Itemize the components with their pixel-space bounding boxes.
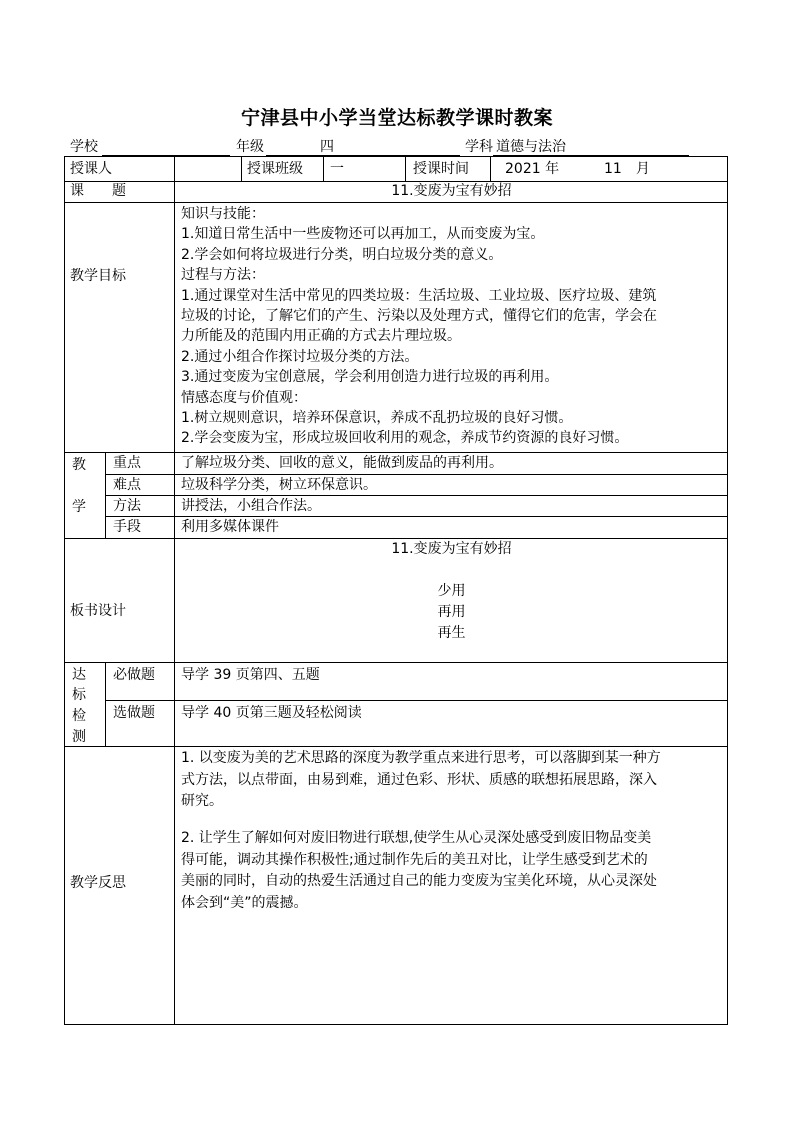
reflection-label: 教学反思 <box>70 875 126 891</box>
objective-line: 力所能及的范围内用正确的方式去片理垃圾。 <box>181 328 461 345</box>
method-value: 讲授法，小组合作法。 <box>181 498 321 514</box>
objective-line: 2.通过小组合作探讨垃圾分类的方法。 <box>181 348 419 365</box>
assessment-label-char: 测 <box>72 729 86 745</box>
reflection-line: 式方法，以点带面，由易到难，通过色彩、形状、质感的联想拓展思路，深入 <box>181 771 657 788</box>
reflection-line: 得可能，调动其操作积极性;通过制作先后的美丑对比，让学生感受到艺术的 <box>181 851 648 868</box>
col-divider <box>105 452 106 538</box>
objective-line: 1.知道日常生活中一些废物还可以再加工，从而变废为宝。 <box>181 226 545 243</box>
optional-value: 导学 40 页第三题及轻松阅读 <box>181 705 362 721</box>
col-divider <box>174 156 175 181</box>
class-label: 授课班级 <box>247 161 303 177</box>
time-label: 授课时间 <box>413 161 469 177</box>
subject-value: 道德与法治 <box>496 139 566 155</box>
objective-line: 情感态度与价值观： <box>181 389 307 406</box>
difficulty-label: 难点 <box>113 477 141 493</box>
objective-line: 1.树立规则意识，培养环保意识，养成不乱扔垃圾的良好习惯。 <box>181 410 573 427</box>
topic-label: 课 题 <box>70 183 126 199</box>
row-divider <box>64 202 728 203</box>
row-divider <box>105 700 728 701</box>
year-value: 2021 年 <box>505 161 560 177</box>
assessment-label-char: 标 <box>72 687 86 703</box>
reflection-para1 <box>181 748 661 813</box>
page-title: 宁津县中小学当堂达标教学课时教案 <box>240 107 553 129</box>
objective-line: 垃圾的讨论，了解它们的产生、污染以及处理方式，懂得它们的危害，学会在 <box>181 308 657 325</box>
board-heading: 11.变废为宝有妙招 <box>391 541 512 557</box>
col-divider <box>490 156 491 181</box>
reflection-line: 2. 让学生了解如何对废旧物进行联想,使学生从心灵深处感受到废旧物品变美 <box>181 830 652 846</box>
assessment-label-char: 检 <box>72 708 86 724</box>
reflection-line: 体会到“美”的震撼。 <box>181 894 308 911</box>
objective-line: 3.通过变废为宝创意展，学会利用创造力进行垃圾的再利用。 <box>181 369 559 386</box>
reflection-line: 1. 以变废为美的艺术思路的深度为教学重点来进行思考，可以落脚到某一种方 <box>181 750 661 766</box>
method-label: 方法 <box>113 498 141 514</box>
means-label: 手段 <box>113 519 141 535</box>
col-divider <box>241 156 242 181</box>
col-divider <box>405 156 406 181</box>
reflection-line: 美丽的同时，自动的热爱生活通过自己的能力变废为宝美化环境，从心灵深处 <box>181 873 657 889</box>
key-point-value: 了解垃圾分类、回收的意义，能做到废品的再利用。 <box>181 455 503 471</box>
topic-value: 11.变废为宝有妙招 <box>391 183 512 199</box>
required-label: 必做题 <box>113 667 155 683</box>
difficulty-value: 垃圾科学分类，树立环保意识。 <box>181 477 377 493</box>
optional-label: 选做题 <box>113 705 155 721</box>
objective-line: 1.通过课堂对生活中常见的四类垃圾：生活垃圾、工业垃圾、医疗垃圾、建筑 <box>181 287 657 304</box>
col-divider <box>323 156 324 181</box>
key-point-label: 重点 <box>113 455 141 471</box>
objective-line: 过程与方法： <box>181 267 265 284</box>
teaching-label-top: 教 <box>72 457 86 473</box>
objectives-label: 教学目标 <box>70 268 126 284</box>
teaching-label-bottom: 学 <box>72 499 86 515</box>
board-label: 板书设计 <box>70 603 126 619</box>
subject-label: 学科 <box>465 139 493 155</box>
row-divider <box>64 746 728 747</box>
required-value: 导学 39 页第四、五题 <box>181 667 320 683</box>
objective-line: 知识与技能： <box>181 206 265 222</box>
row-divider <box>64 662 728 663</box>
col-divider <box>105 662 106 746</box>
grade-label: 年级 <box>236 139 264 155</box>
reflection-para2 <box>181 828 657 914</box>
grade-value: 四 <box>320 139 334 155</box>
objective-line: 2.学会如何将垃圾进行分类，明白垃圾分类的意义。 <box>181 246 503 263</box>
objectives-text <box>181 204 657 449</box>
objective-line: 2.学会变废为宝，形成垃圾回收利用的观念，养成节约资源的良好习惯。 <box>181 430 629 447</box>
board-item: 再生 <box>437 625 466 641</box>
reflection-line: 研究。 <box>181 793 223 809</box>
means-value: 利用多媒体课件 <box>181 519 279 535</box>
month-value: 11 月 <box>604 161 650 177</box>
class-value: 一 <box>330 161 344 177</box>
teacher-label: 授课人 <box>70 161 112 177</box>
assessment-label-char: 达 <box>72 667 86 683</box>
board-item: 少用 <box>437 583 466 599</box>
school-label: 学校 <box>70 139 98 155</box>
board-item: 再用 <box>437 604 466 620</box>
